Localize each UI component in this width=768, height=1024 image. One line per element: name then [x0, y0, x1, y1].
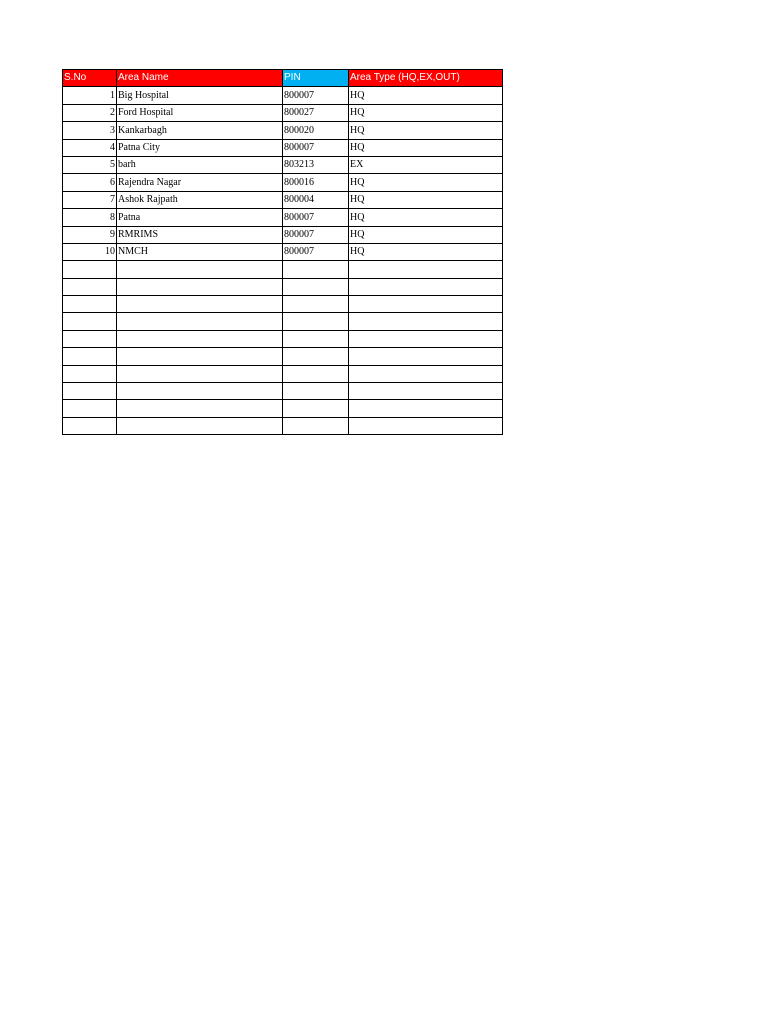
table-row: [63, 278, 503, 295]
table-row: [63, 104, 503, 121]
cell-area-type[interactable]: HQ: [349, 104, 503, 121]
cell-area-type[interactable]: HQ: [349, 122, 503, 139]
cell-pin[interactable]: 800004: [283, 191, 349, 208]
cell-sno[interactable]: [63, 296, 117, 313]
cell-pin[interactable]: [283, 313, 349, 330]
cell-sno[interactable]: 9: [63, 226, 117, 243]
cell-area-type[interactable]: HQ: [349, 209, 503, 226]
cell-area-name[interactable]: Ford Hospital: [117, 104, 283, 121]
cell-sno[interactable]: [63, 330, 117, 347]
cell-sno[interactable]: 5: [63, 156, 117, 173]
table-row: [63, 174, 503, 191]
cell-sno[interactable]: [63, 383, 117, 400]
table-row: [63, 139, 503, 156]
cell-pin[interactable]: [283, 261, 349, 278]
cell-sno[interactable]: [63, 278, 117, 295]
cell-area-type[interactable]: [349, 278, 503, 295]
area-table: [62, 69, 503, 435]
header-row: [63, 70, 503, 87]
cell-area-name[interactable]: Rajendra Nagar: [117, 174, 283, 191]
cell-pin[interactable]: 803213: [283, 156, 349, 173]
header-pin[interactable]: PIN: [283, 70, 349, 87]
table-row: [63, 417, 503, 434]
cell-sno[interactable]: 6: [63, 174, 117, 191]
cell-area-name[interactable]: [117, 261, 283, 278]
cell-area-name[interactable]: Patna City: [117, 139, 283, 156]
cell-sno[interactable]: [63, 348, 117, 365]
table-row: [63, 383, 503, 400]
cell-area-type[interactable]: HQ: [349, 243, 503, 260]
cell-pin[interactable]: 800020: [283, 122, 349, 139]
cell-pin[interactable]: 800007: [283, 209, 349, 226]
table-row: [63, 313, 503, 330]
cell-area-name[interactable]: Ashok Rajpath: [117, 191, 283, 208]
cell-pin[interactable]: [283, 296, 349, 313]
table-row: [63, 365, 503, 382]
cell-area-type[interactable]: HQ: [349, 191, 503, 208]
cell-area-name[interactable]: [117, 278, 283, 295]
cell-area-name[interactable]: [117, 330, 283, 347]
cell-pin[interactable]: [283, 383, 349, 400]
table-row: [63, 261, 503, 278]
table-row: [63, 330, 503, 347]
cell-sno[interactable]: [63, 365, 117, 382]
table-row: [63, 209, 503, 226]
cell-area-type[interactable]: [349, 330, 503, 347]
cell-sno[interactable]: 4: [63, 139, 117, 156]
cell-area-type[interactable]: [349, 383, 503, 400]
header-sno[interactable]: S.No: [63, 70, 117, 87]
cell-area-name[interactable]: [117, 313, 283, 330]
cell-area-type[interactable]: [349, 348, 503, 365]
cell-area-type[interactable]: HQ: [349, 139, 503, 156]
cell-sno[interactable]: [63, 417, 117, 434]
table-row: [63, 400, 503, 417]
cell-sno[interactable]: [63, 400, 117, 417]
cell-sno[interactable]: 8: [63, 209, 117, 226]
cell-area-type[interactable]: [349, 313, 503, 330]
cell-area-type[interactable]: [349, 365, 503, 382]
cell-pin[interactable]: 800007: [283, 139, 349, 156]
cell-area-type[interactable]: HQ: [349, 87, 503, 104]
cell-pin[interactable]: 800007: [283, 243, 349, 260]
cell-area-name[interactable]: barh: [117, 156, 283, 173]
cell-sno[interactable]: 3: [63, 122, 117, 139]
cell-pin[interactable]: 800027: [283, 104, 349, 121]
table-row: [63, 122, 503, 139]
cell-pin[interactable]: [283, 417, 349, 434]
header-area-name[interactable]: Area Name: [117, 70, 283, 87]
table-row: [63, 87, 503, 104]
cell-area-type[interactable]: EX: [349, 156, 503, 173]
table-row: [63, 226, 503, 243]
cell-sno[interactable]: 2: [63, 104, 117, 121]
table-row: [63, 191, 503, 208]
cell-pin[interactable]: [283, 330, 349, 347]
cell-area-type[interactable]: [349, 261, 503, 278]
cell-area-type[interactable]: HQ: [349, 226, 503, 243]
cell-pin[interactable]: [283, 348, 349, 365]
table-body: [63, 87, 503, 435]
cell-area-name[interactable]: Big Hospital: [117, 87, 283, 104]
cell-area-name[interactable]: [117, 296, 283, 313]
cell-area-name[interactable]: [117, 383, 283, 400]
cell-area-type[interactable]: [349, 296, 503, 313]
cell-sno[interactable]: 10: [63, 243, 117, 260]
table-row: [63, 156, 503, 173]
table-row: [63, 243, 503, 260]
cell-pin[interactable]: 800007: [283, 226, 349, 243]
cell-area-name[interactable]: [117, 348, 283, 365]
cell-pin[interactable]: 800007: [283, 87, 349, 104]
cell-sno[interactable]: [63, 313, 117, 330]
cell-area-name[interactable]: [117, 365, 283, 382]
cell-sno[interactable]: 7: [63, 191, 117, 208]
cell-pin[interactable]: 800016: [283, 174, 349, 191]
cell-area-name[interactable]: [117, 417, 283, 434]
cell-pin[interactable]: [283, 278, 349, 295]
cell-pin[interactable]: [283, 365, 349, 382]
cell-area-type[interactable]: [349, 400, 503, 417]
table-row: [63, 348, 503, 365]
cell-area-type[interactable]: HQ: [349, 174, 503, 191]
header-area-type[interactable]: Area Type (HQ,EX,OUT): [349, 70, 503, 87]
cell-area-name[interactable]: RMRIMS: [117, 226, 283, 243]
cell-area-name[interactable]: [117, 400, 283, 417]
cell-area-name[interactable]: NMCH: [117, 243, 283, 260]
cell-area-type[interactable]: [349, 417, 503, 434]
cell-area-name[interactable]: Kankarbagh: [117, 122, 283, 139]
cell-sno[interactable]: 1: [63, 87, 117, 104]
cell-pin[interactable]: [283, 400, 349, 417]
cell-area-name[interactable]: Patna: [117, 209, 283, 226]
table-row: [63, 296, 503, 313]
cell-sno[interactable]: [63, 261, 117, 278]
